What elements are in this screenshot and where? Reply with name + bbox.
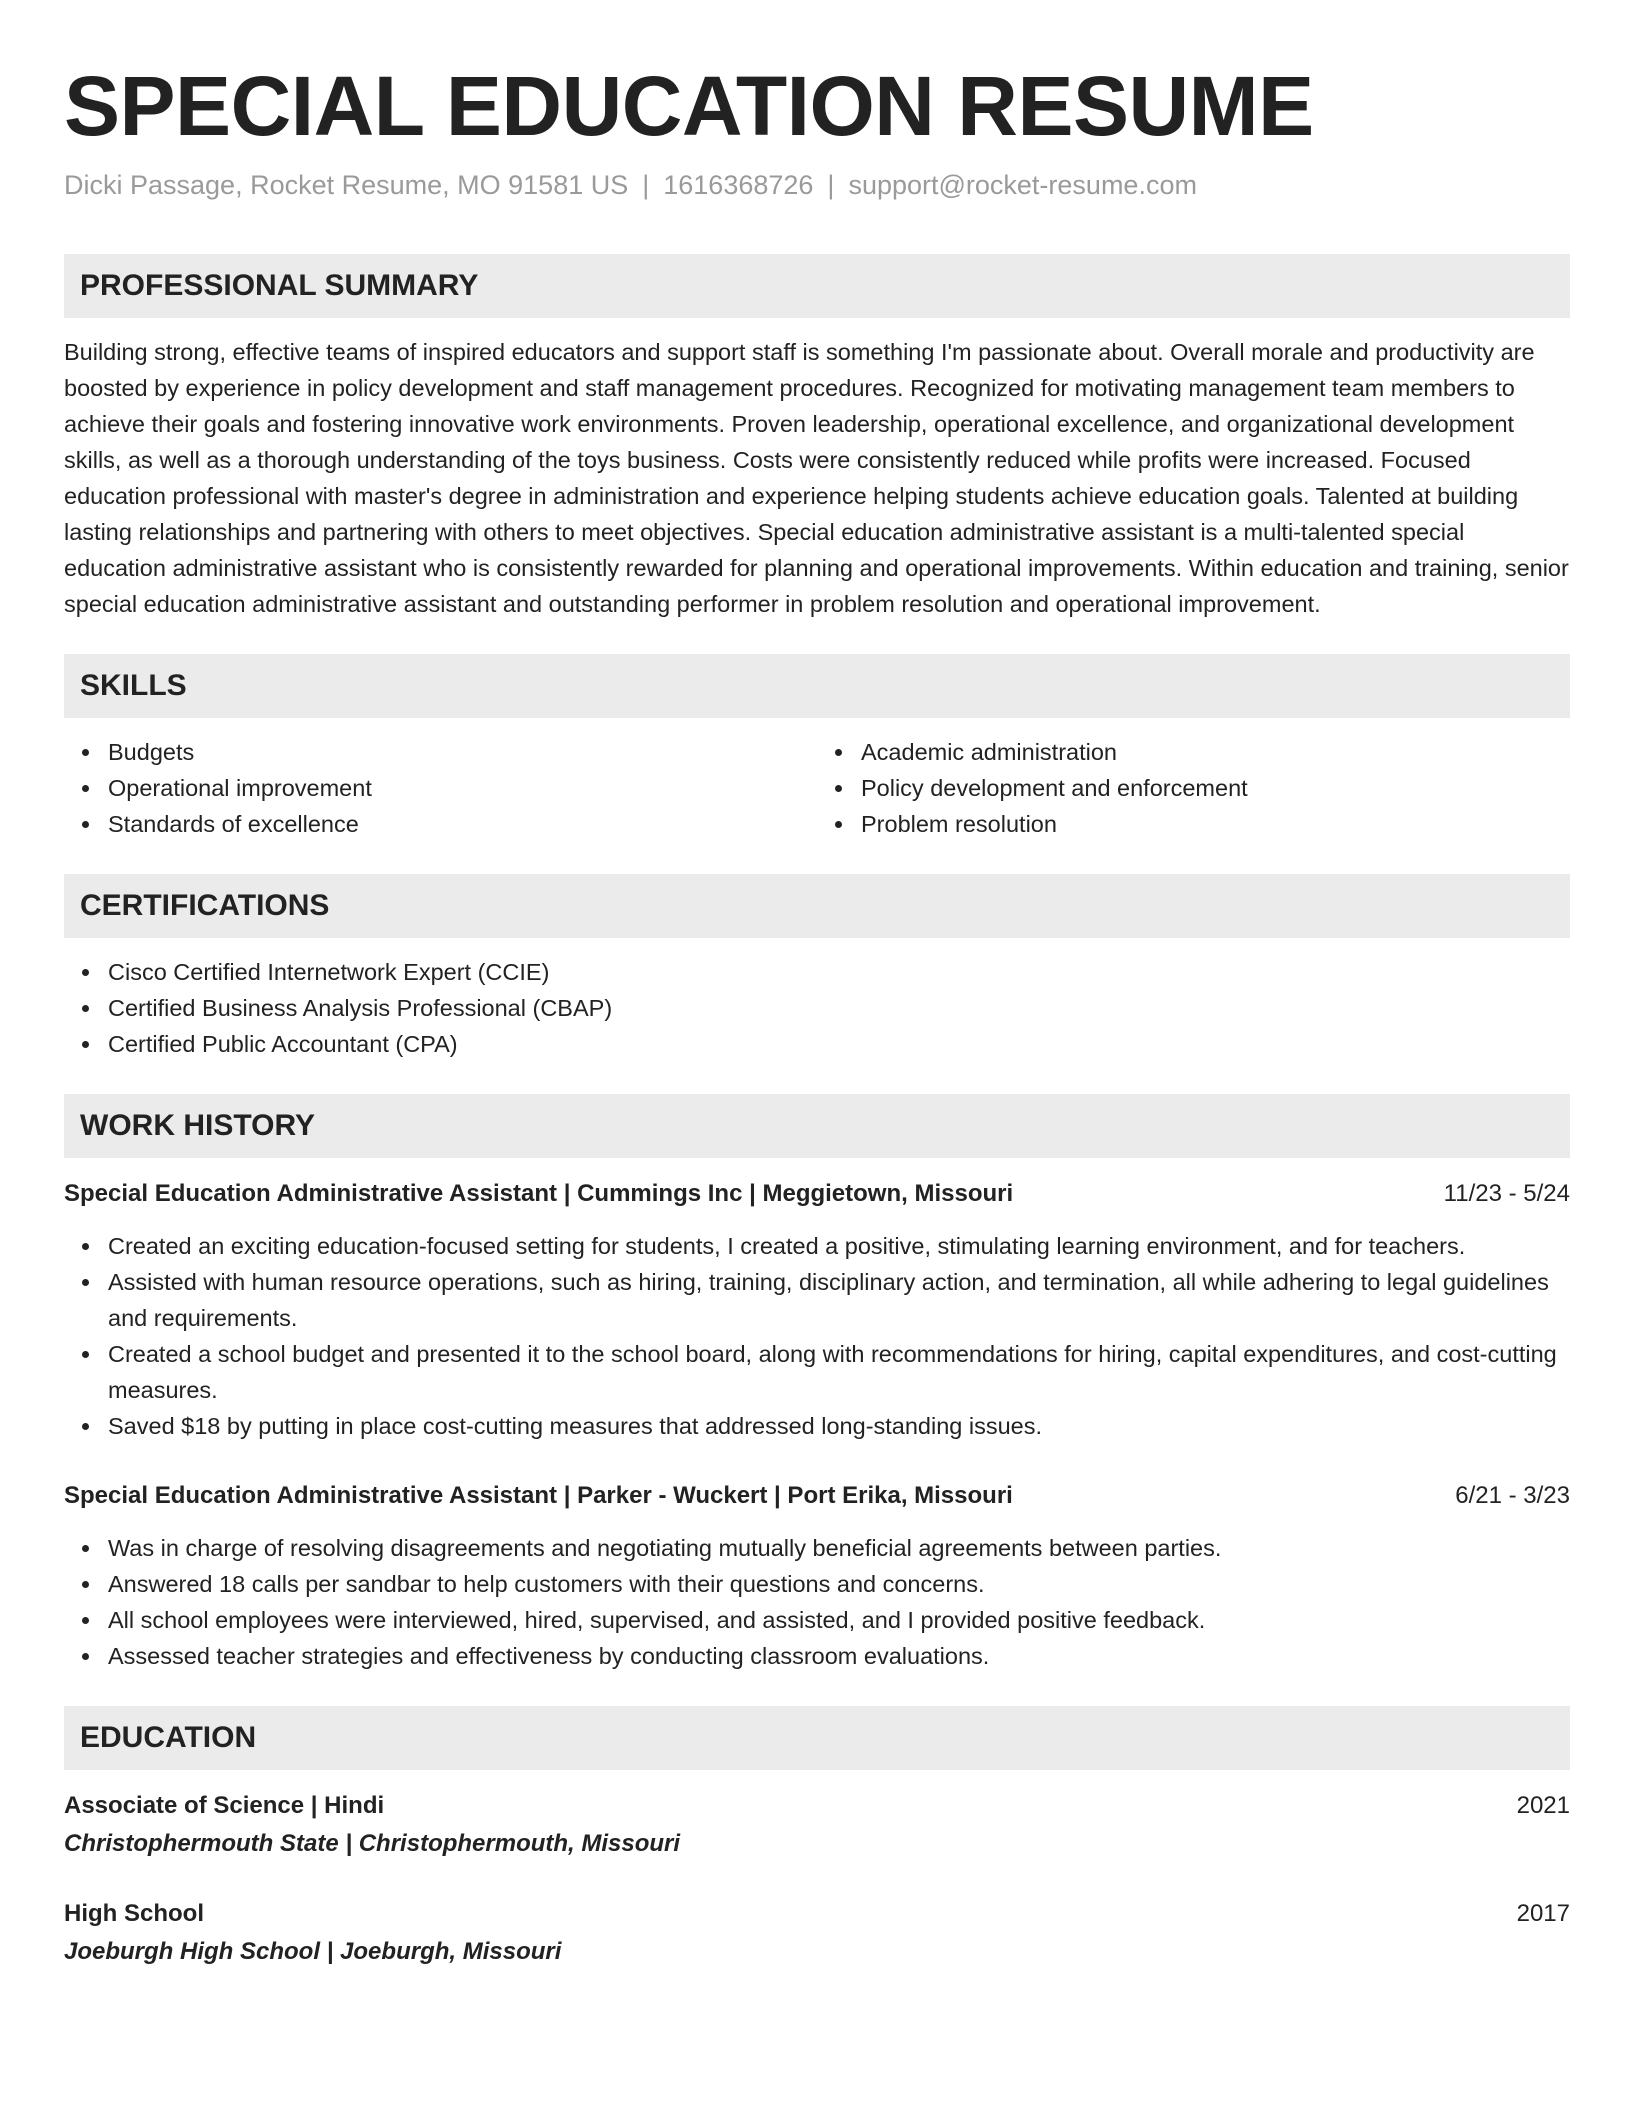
education-entry <box>64 1896 1570 1970</box>
certification-item: Certified Public Accountant (CPA) <box>108 1026 1570 1062</box>
education-school: Joeburgh High School | Joeburgh, Missouri <box>64 1938 562 1965</box>
job-bullet: All school employees were interviewed, hired, supervised, and assisted, and I provided positive feedback. <box>108 1602 1570 1638</box>
job-title: Special Education Administrative Assistant | Cummings Inc | Meggietown, Missouri <box>64 1180 1014 1207</box>
certification-item: Certified Business Analysis Professional (CBAP) <box>108 990 1570 1026</box>
education-header <box>64 1896 1570 1932</box>
skill-item: Policy development and enforcement <box>861 770 1570 806</box>
education-header <box>64 1788 1570 1824</box>
skills-list <box>64 734 1570 842</box>
section-heading-certifications: CERTIFICATIONS <box>64 874 1570 938</box>
education-year: 2021 <box>1516 1792 1570 1819</box>
job-dates: 11/23 - 5/24 <box>1443 1180 1570 1207</box>
contact-separator: | <box>827 170 835 200</box>
job-header <box>64 1478 1570 1514</box>
job-bullet: Assessed teacher strategies and effectiveness by conducting classroom evaluations. <box>108 1638 1570 1674</box>
job-bullet: Assisted with human resource operations, such as hiring, training, disciplinary action, and termination, all while adhering to legal guidelines and requirements. <box>108 1264 1570 1336</box>
job-bullet: Was in charge of resolving disagreements and negotiating mutually beneficial agreements between parties. <box>108 1530 1570 1566</box>
skill-item: Problem resolution <box>861 806 1570 842</box>
education-year: 2017 <box>1516 1900 1570 1927</box>
job-bullet: Created a school budget and presented it to the school board, along with recommendations for hiring, capital expenditures, and cost-cutting measures. <box>108 1336 1570 1408</box>
education-school: Christophermouth State | Christophermouth, Missouri <box>64 1830 681 1857</box>
education-degree: High School <box>64 1900 204 1927</box>
contact-address: Dicki Passage, Rocket Resume, MO 91581 US <box>64 170 629 200</box>
skill-item: Academic administration <box>861 734 1570 770</box>
skill-item: Standards of excellence <box>108 806 817 842</box>
skill-item: Budgets <box>108 734 817 770</box>
job-bullets <box>64 1228 1570 1444</box>
skills-column-left <box>64 734 817 842</box>
job-bullet: Saved $18 by putting in place cost-cutting measures that addressed long-standing issues. <box>108 1408 1570 1444</box>
skill-item: Operational improvement <box>108 770 817 806</box>
job-title: Special Education Administrative Assistant | Parker - Wuckert | Port Erika, Missouri <box>64 1482 1013 1509</box>
section-heading-work-history: WORK HISTORY <box>64 1094 1570 1158</box>
education-entry <box>64 1788 1570 1862</box>
job-bullet: Answered 18 calls per sandbar to help customers with their questions and concerns. <box>108 1566 1570 1602</box>
contact-email: support@rocket-resume.com <box>848 170 1197 200</box>
section-heading-skills: SKILLS <box>64 654 1570 718</box>
job-bullets <box>64 1530 1570 1674</box>
section-heading-summary: PROFESSIONAL SUMMARY <box>64 254 1570 318</box>
resume-title: SPECIAL EDUCATION RESUME <box>64 59 1314 153</box>
certification-item: Cisco Certified Internetwork Expert (CCIE) <box>108 954 1570 990</box>
job-dates: 6/21 - 3/23 <box>1455 1482 1570 1509</box>
skills-column-right <box>817 734 1570 842</box>
section-heading-education: EDUCATION <box>64 1706 1570 1770</box>
education-degree: Associate of Science | Hindi <box>64 1792 385 1819</box>
job-bullet: Created an exciting education-focused setting for students, I created a positive, stimulating learning environment, and for teachers. <box>108 1228 1570 1264</box>
contact-line <box>64 168 1570 202</box>
contact-separator: | <box>642 170 650 200</box>
certifications-list <box>64 954 1570 1062</box>
contact-phone: 1616368726 <box>663 170 814 200</box>
job-header <box>64 1176 1570 1212</box>
summary-text: Building strong, effective teams of inspired educators and support staff is something I'm passionate about. Overall morale and productivity are boosted by experience in policy development and staff management procedures. Recognized for motivating management team members to achieve their goals and fostering innovative work environments. Proven leadership, operational excellence, and organizational development skills, as well as a thorough understanding of the toys business. Costs were consistently reduced while profits were increased. Focused education professional with master's degree in administration and experience helping students achieve education goals. Talented at building lasting relationships and partnering with others to meet objectives. Special education administrative assistant is a multi-talented special education administrative assistant who is consistently rewarded for planning and operational improvements. Within education and training, senior special education administrative assistant and outstanding performer in problem resolution and operational improvement. <box>64 339 1569 617</box>
